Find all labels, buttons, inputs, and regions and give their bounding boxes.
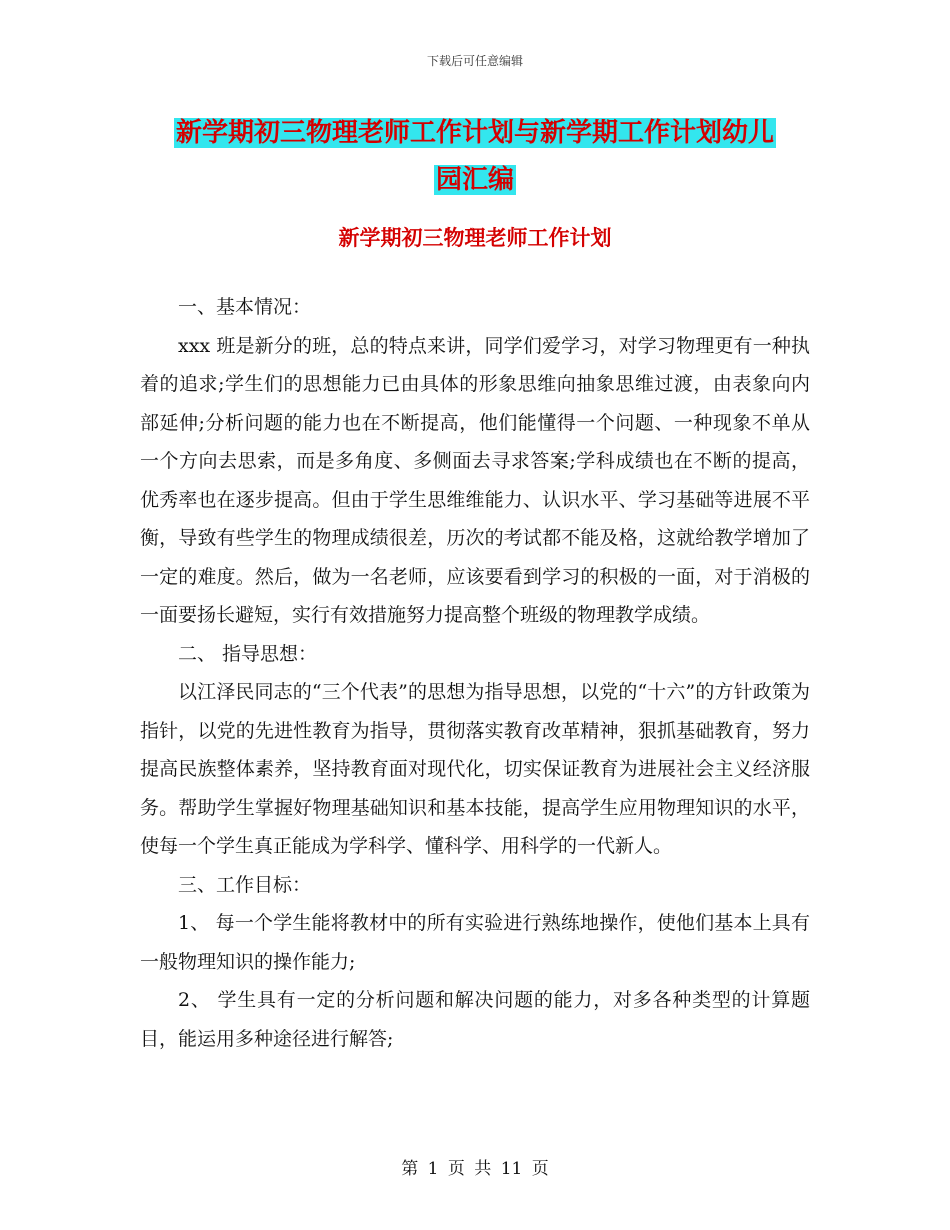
paragraph-goal-1: 1、 每一个学生能将教材中的所有实验进行熟练地操作，使他们基本上具有一般物理知识的操作能力;	[140, 912, 810, 973]
paragraph-goal-2: 2、 学生具有一定的分析问题和解决问题的能力，对多各种类型的计算题目，能运用多种途径进行解答;	[140, 989, 810, 1050]
header-note: 下载后可任意编辑	[426, 54, 523, 68]
section-heading-guiding: 二、 指导思想：	[178, 642, 318, 665]
page-footer: 第 1 页 共 11 页	[401, 1159, 549, 1179]
document-body	[140, 288, 810, 1058]
section-title: 新学期初三物理老师工作计划	[338, 225, 612, 250]
document-title-line2: 园汇编	[435, 165, 514, 195]
section-heading-basic: 一、基本情况：	[178, 296, 312, 318]
document-title-line1: 新学期初三物理老师工作计划与新学期工作计划幼儿	[175, 118, 774, 148]
paragraph-basic: xxx 班是新分的班，总的特点来讲，同学们爱学习，对学习物理更有一种执着的追求;学生们的思想能力已由具体的形象思维向抽象思维过渡，由表象向内部延伸;分析问题的能力也在不断提高，他们能懂得一个问题、一种现象不单从一个方向去思索，而是多角度、多侧面去寻求答案;学科成绩也在不断的提高，优秀率也在逐步提高。但由于学生思维维能力、认识水平、学习基础等进展不平衡，导致有些学生的物理成绩很差，历次的考试都不能及格，这就给教学增加了一定的难度。然后，做为一名老师，应该要看到学习的积极的一面，对于消极的一面要扬长避短，实行有效措施努力提高整个班级的物理教学成绩。	[140, 334, 810, 626]
paragraph-guiding: 以江泽民同志的“三个代表”的思想为指导思想，以党的“十六”的方针政策为指针，以党的先进性教育为指导，贯彻落实教育改革精神，狠抓基础教育，努力提高民族整体素养，坚持教育面对现代化，切实保证教育为进展社会主义经济服务。帮助学生掌握好物理基础知识和基本技能，提高学生应用物理知识的水平，使每一个学生真正能成为学科学、懂科学、用科学的一代新人。	[140, 681, 810, 857]
document-title	[0, 110, 950, 204]
section-heading-goals: 三、工作目标：	[178, 873, 312, 896]
